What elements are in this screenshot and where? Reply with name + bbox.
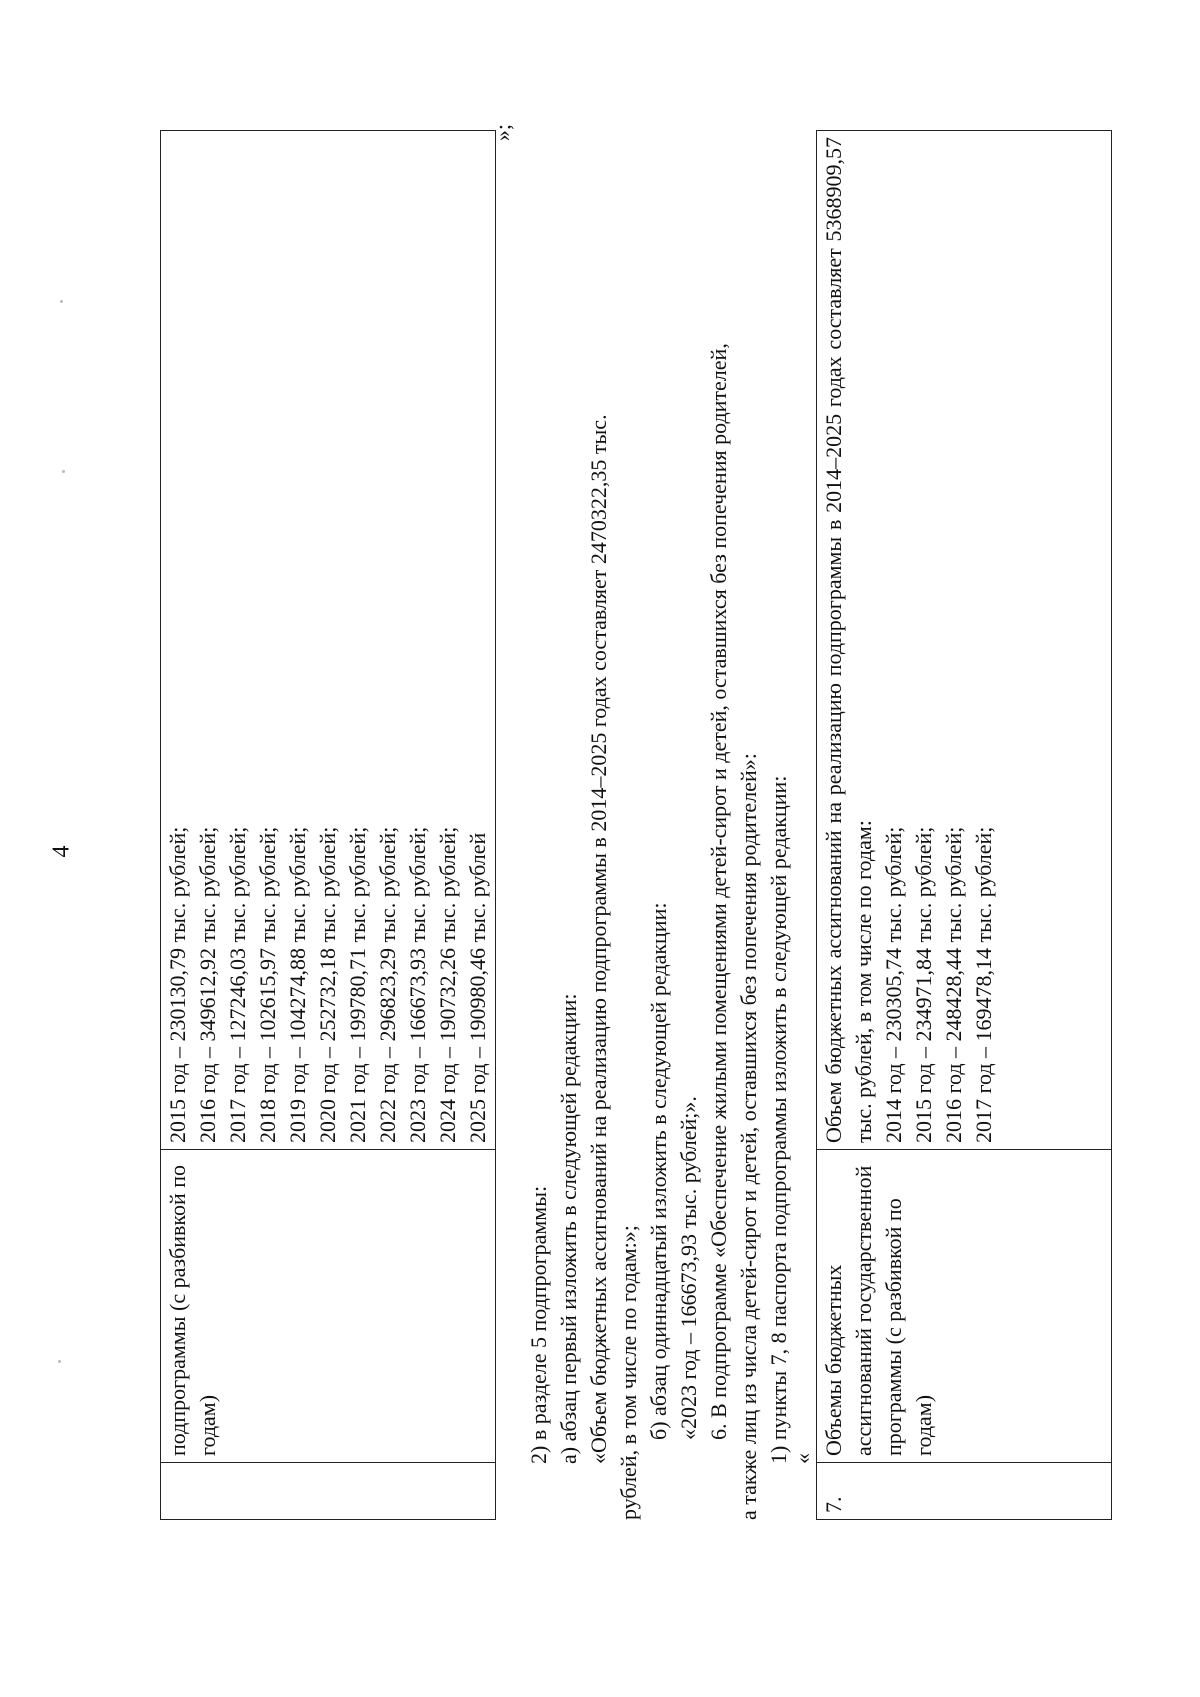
table-values-cell [161,131,496,1150]
year-row: 2025 год – 190980,46 тыс. рублей [465,832,490,1143]
paragraph: 6. В подпрограмме «Обеспечение жилыми помещениями детей-сирот и детей, оставшихся без попечения родителей, [706,343,731,1440]
paragraph: 1) пункты 7, 8 паспорта подпрограммы изложить в следующей редакции: [766,775,791,1464]
year-row: 2016 год – 248428,44 тыс. рублей; [941,826,966,1143]
page-number: 4 [48,845,75,858]
year-row: 2014 год – 230305,74 тыс. рублей; [881,826,906,1143]
table-cell-empty [161,1463,496,1520]
year-row: 2017 год – 127246,03 тыс. рублей; [225,826,250,1143]
year-row: 2016 год – 349612,92 тыс. рублей; [195,826,220,1143]
year-row: 2019 год – 104274,88 тыс. рублей; [285,826,310,1143]
funding-intro: Объем бюджетных ассигнований на реализацию подпрограммы в 2014–2025 годах составляет 5368909,57 тыс. рублей, в том числе по годам: [821,137,876,1143]
scan-speck [60,300,63,303]
paragraph: «Объем бюджетных ассигнований на реализацию подпрограммы в 2014–2025 годах составляет 2470322,35 тыс. [586,414,611,1464]
table-values-cell [817,131,1112,1150]
paragraph: б) абзац одиннадцатый изложить в следующей редакции: [646,902,671,1440]
scan-speck [58,1360,61,1363]
table-row-number: 7. [817,1463,1112,1520]
scan-speck [62,470,65,473]
year-row: 2017 год – 169478,14 тыс. рублей; [971,826,996,1143]
closing-quote: »; [490,124,515,142]
paragraph: а) абзац первый изложить в следующей редакции: [556,993,581,1464]
funding-table-new [816,130,1112,1520]
year-row: 2022 год – 296823,29 тыс. рублей; [375,826,400,1143]
year-row: 2015 год – 234971,84 тыс. рублей; [911,826,936,1143]
paragraph: 2) в разделе 5 подпрограммы: [526,1185,551,1464]
funding-table-continued [160,130,496,1520]
year-row: 2018 год – 102615,97 тыс. рублей; [255,826,280,1143]
year-row: 2023 год – 166673,93 тыс. рублей; [405,826,430,1143]
opening-quote: « [790,1453,815,1464]
paragraph: рублей, в том числе по годам:»; [616,1225,641,1520]
year-row: 2015 год – 230130,79 тыс. рублей; [165,826,190,1143]
table-row-label: подпрограммы (с разбивкой по годам) [161,1150,496,1463]
rotated-document [140,120,1140,1520]
year-row: 2020 год – 252732,18 тыс. рублей; [315,826,340,1143]
year-row: 2021 год – 199780,71 тыс. рублей; [345,826,370,1143]
paragraph: а также лиц из числа детей-сирот и детей, оставшихся без попечения родителей»: [736,753,761,1520]
year-row: 2024 год – 190732,26 тыс. рублей; [435,826,460,1143]
table-row-label: Объемы бюджетных ассигнований государственной программы (с разбивкой по годам) [817,1150,1112,1463]
paragraph: «2023 год – 166673,93 тыс. рублей;». [676,1096,701,1440]
